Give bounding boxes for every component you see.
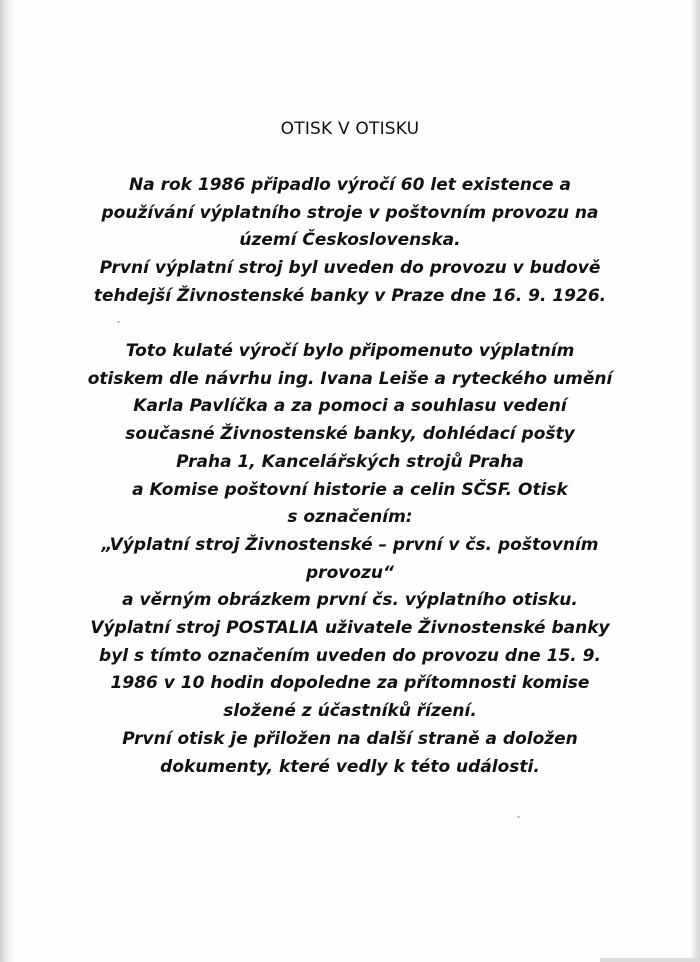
scan-bottom-edge [600,958,700,962]
text-line: tehdejší Živnostenské banky v Praze dne 16. 9. 1926. [93,285,607,306]
text-line: složené z účastníků řízení. [223,701,477,722]
text-line: a věrným obrázkem první čs. výplatního otisku. [122,590,578,611]
paragraph-anniversary [40,338,660,781]
text-line: Karla Pavlíčka a za pomoci a souhlasu vedení [133,396,567,417]
scan-speck [517,816,520,818]
text-line: používání výplatního stroje v poštovním provozu na [101,202,599,223]
text-line: Na rok 1986 připadlo výročí 60 let existence a [129,175,571,195]
text-line: 1986 v 10 hodin dopoledne za přítomnosti komise [110,673,590,694]
text-line: První otisk je přiložen na další straně a doložen [122,728,578,749]
paragraph-intro [40,172,660,311]
text-line: byl s tímto označením uveden do provozu dne 15. 9. [99,645,601,666]
text-line: „Výplatní stroj Živnostenské – první v čs. poštovním [101,534,599,555]
text-line: území Československa. [239,230,461,251]
text-line: dokumenty, které vedly k této události. [160,756,540,777]
text-line: otiskem dle návrhu ing. Ivana Leiše a ryteckého umění [87,368,613,389]
text-line: provozu“ [306,562,394,583]
text-line: s označením: [287,507,413,528]
scan-speck [117,321,120,323]
text-line: Praha 1, Kancelářských strojů Praha [176,451,524,472]
text-line: a Komise poštovní historie a celin SČSF. Otisk [132,479,568,500]
scan-right-edge [692,0,700,962]
text-line: První výplatní stroj byl uveden do provozu v budově [99,258,601,279]
scan-left-edge [0,0,14,962]
text-line: Výplatní stroj POSTALIA uživatele Živnostenské banky [90,618,610,639]
text-line: současné Živnostenské banky, dohlédací pošty [125,424,575,445]
document-title: OTISK V OTISKU [280,119,420,139]
text-line: Toto kulaté výročí bylo připomenuto výplatním [125,341,575,361]
